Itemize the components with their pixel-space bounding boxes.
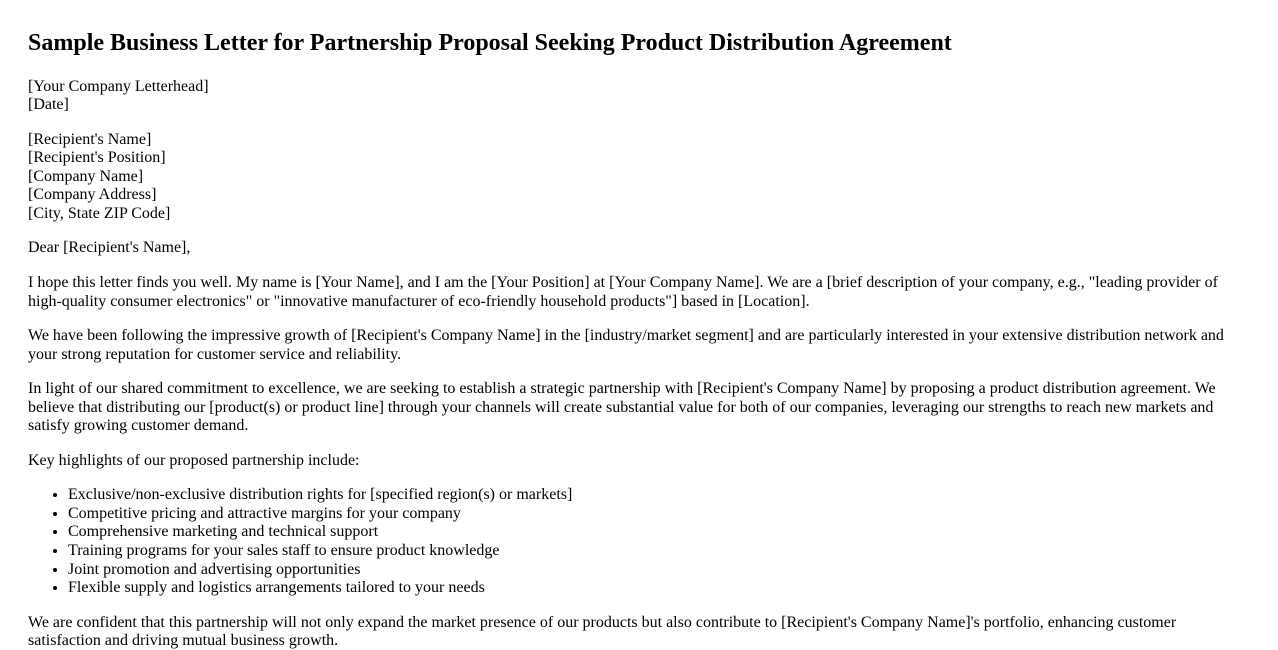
highlights-intro: Key highlights of our proposed partnership include: [28, 451, 360, 469]
highlights-list [28, 486, 1250, 597]
company-address-line: [Company Address] [28, 186, 157, 204]
letterhead-line: [Your Company Letterhead] [28, 77, 209, 95]
bullet-item-marketing-support: • Comprehensive marketing and technical support [68, 523, 1250, 542]
salutation: Dear [Recipient's Name], [28, 239, 191, 257]
letterhead-block [28, 78, 1250, 115]
intro-paragraph: I hope this letter finds you well. My name is [Your Name], and I am the [Your Position] at [Your Company Name]. We are a [brief description of your company, e.g., "leading provider of high-quality consumer electronics" or "innovative manufacturer of eco-friendly household products"] based in [Location]. [28, 273, 1218, 310]
bullet-item-training: • Training programs for your sales staff to ensure product knowledge [68, 542, 1250, 561]
proposal-paragraph: In light of our shared commitment to excellence, we are seeking to establish a strategic partnership with [Recipient's Company Name] by proposing a product distribution agreement. We believe that distributing our [product(s) or product line] through your channels will create substantial value for both of our companies, leveraging our strengths to reach new markets and satisfy growing customer demand. [28, 380, 1216, 435]
company-name-line: [Company Name] [28, 167, 144, 185]
city-state-zip-line: [City, State ZIP Code] [28, 204, 171, 222]
closing-paragraph: We are confident that this partnership will not only expand the market presence of our products but also contribute to [Recipient's Company Name]'s portfolio, enhancing customer satisfaction and driving mutual business growth. [28, 613, 1177, 650]
date-line: [Date] [28, 96, 69, 114]
bullet-item-supply-logistics: • Flexible supply and logistics arrangements tailored to your needs [68, 579, 1250, 598]
page-title: Sample Business Letter for Partnership Proposal Seeking Product Distribution Agreement [28, 30, 952, 56]
bullet-item-pricing: • Competitive pricing and attractive margins for your company [68, 505, 1250, 524]
background-paragraph: We have been following the impressive growth of [Recipient's Company Name] in the [industry/market segment] and are particularly interested in your extensive distribution network and your strong reputation for customer service and reliability. [28, 327, 1224, 363]
recipient-block [28, 131, 1250, 224]
bullet-item-distribution-rights: • Exclusive/non-exclusive distribution rights for [specified region(s) or markets] [68, 486, 1250, 505]
bullet-item-joint-promotion: • Joint promotion and advertising opportunities [68, 561, 1250, 580]
recipient-position-line: [Recipient's Position] [28, 149, 166, 167]
recipient-name-line: [Recipient's Name] [28, 130, 152, 148]
